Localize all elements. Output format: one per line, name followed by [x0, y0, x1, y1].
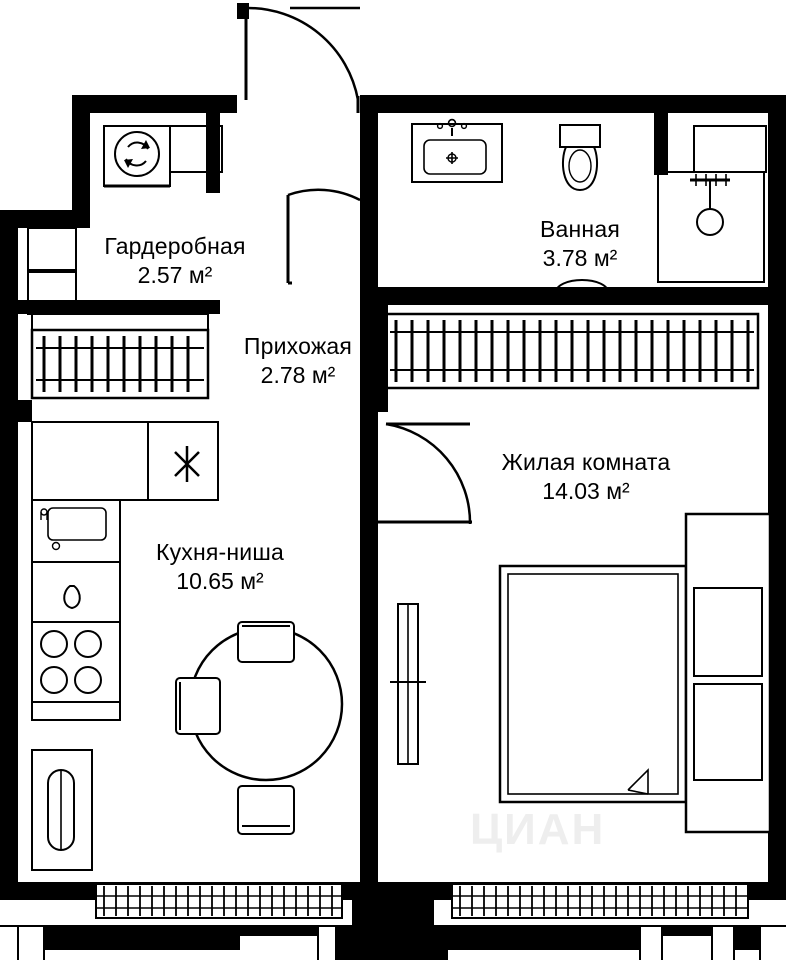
room-name: Ванная — [540, 216, 620, 242]
wall-top-left — [72, 95, 237, 113]
wall-left-upper — [72, 95, 90, 210]
wall-central-vertical-2 — [360, 410, 378, 890]
room-area: 2.78 м² — [260, 362, 336, 389]
watermark: ЦИАН — [470, 805, 606, 854]
wall-bottom-pillar — [352, 882, 434, 960]
room-area: 10.65 м² — [176, 568, 264, 595]
room-label-bathroom — [490, 215, 670, 274]
wall-bottom-left — [0, 882, 360, 900]
room-label-hallway — [208, 332, 388, 391]
wall-wardrobe-bottom — [18, 300, 220, 314]
wall-left-jog — [0, 210, 90, 228]
wall-central-vertical — [360, 95, 378, 295]
wall-wardrobe-right — [206, 113, 220, 193]
room-name: Прихожая — [243, 333, 353, 359]
wall-bathroom-bottom — [360, 287, 768, 305]
wall-bottom-right — [430, 882, 786, 900]
room-name: Кухня-ниша — [155, 539, 284, 565]
wall-right-inner-stub — [654, 113, 668, 175]
room-area: 14.03 м² — [542, 478, 630, 505]
wall-top-right — [372, 95, 786, 113]
room-name: Жилая комната — [501, 449, 671, 475]
wall-left-main — [0, 210, 18, 900]
room-area: 2.57 м² — [137, 262, 213, 289]
room-label-kitchen-niche — [130, 538, 310, 597]
wall-right — [768, 95, 786, 900]
room-label-wardrobe — [85, 232, 265, 291]
room-name: Гардеробная — [104, 233, 246, 259]
wall-kitchen-stub — [18, 400, 32, 422]
room-area: 3.78 м² — [542, 245, 618, 272]
room-label-living-room — [468, 448, 704, 507]
